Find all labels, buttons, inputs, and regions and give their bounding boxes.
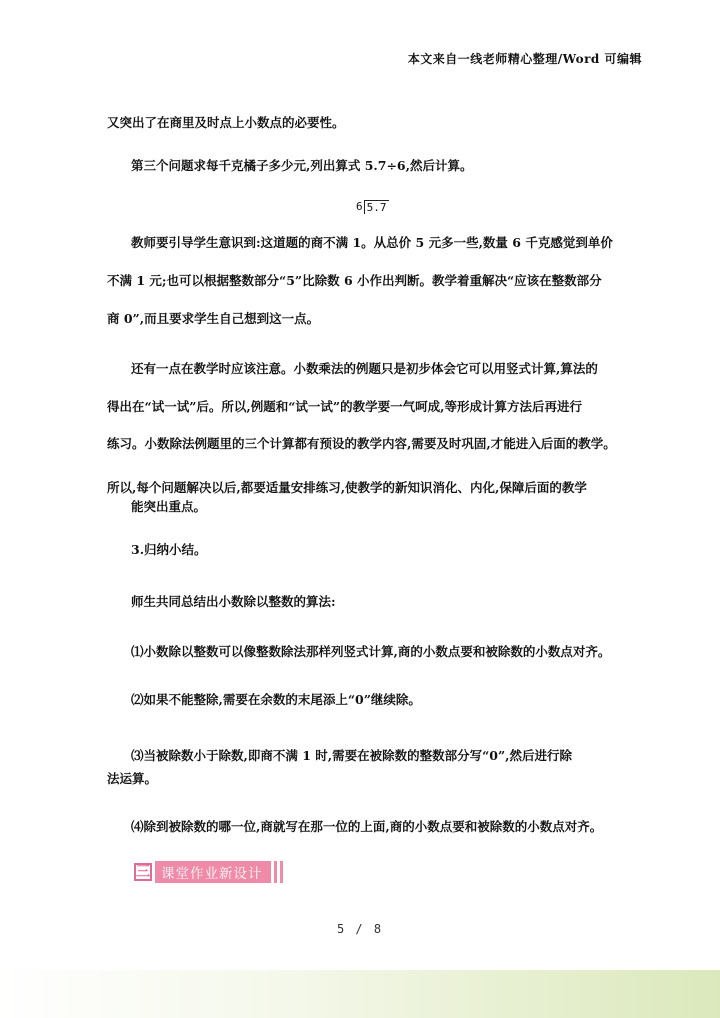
paragraph-line: 得出在“试一试”后。所以,例题和“试一试”的教学要一气呵成,等形成计算方法后再进行 xyxy=(107,399,582,414)
header-note: 本文来自一线老师精心整理/Word 可编辑 xyxy=(407,52,642,66)
division-dividend: 5.7 xyxy=(364,200,389,214)
rule-item: ⑴小数除以整数可以像整数除法那样列竖式计算,商的小数点要和被除数的小数点对齐。 xyxy=(131,644,611,659)
section-banner xyxy=(134,861,302,883)
paragraph-line: 练习。小数除法例题里的三个计算都有预设的教学内容,需要及时巩固,才能进入后面的教学。 xyxy=(107,436,616,451)
paragraph-line: 不满 1 元;也可以根据整数部分“5”比除数 6 小作出判断。教学着重解决“应该在整数部分 xyxy=(107,273,602,288)
paragraph-line: 商 0”,而且要求学生自己想到这一点。 xyxy=(107,311,320,326)
rule-item: ⑷除到被除数的哪一位,商就写在那一位的上面,商的小数点要和被除数的小数点对齐。 xyxy=(131,819,603,834)
section-heading: 3.归纳小结。 xyxy=(131,542,207,557)
footer-gradient xyxy=(0,970,720,1018)
paragraph-line: 第三个问题求每千克橘子多少元,列出算式 5.7÷6,然后计算。 xyxy=(131,158,473,173)
paragraph-line: 又突出了在商里及时点上小数点的必要性。 xyxy=(107,115,345,130)
rule-item: 法运算。 xyxy=(107,771,158,786)
paragraph-line: 教师要引导学生意识到:这道题的商不满 1。从总价 5 元多一些,数量 6 千克感觉到单价 xyxy=(131,235,613,250)
paragraph-line: 能突出重点。 xyxy=(131,499,207,514)
paragraph-line: 所以,每个问题解决以后,都要适量安排练习,使教学的新知识消化、内化,保障后面的教学 xyxy=(107,480,587,495)
page-number: 5 / 8 xyxy=(336,922,384,936)
section-banner-title: 课堂作业新设计 xyxy=(155,861,271,883)
paragraph-line: 师生共同总结出小数除以整数的算法: xyxy=(131,594,336,609)
rule-item: ⑵如果不能整除,需要在余数的末尾添上“0”继续除。 xyxy=(131,692,421,707)
section-number-badge: 三 xyxy=(136,864,150,880)
division-divisor: 6 xyxy=(356,200,363,213)
banner-stripes xyxy=(274,861,283,883)
paragraph-line: 还有一点在教学时应该注意。小数乘法的例题只是初步体会它可以用竖式计算,算法的 xyxy=(131,361,598,376)
long-division-sketch xyxy=(356,200,389,214)
rule-item: ⑶当被除数小于除数,即商不满 1 时,需要在被除数的整数部分写“0”,然后进行除 xyxy=(131,748,573,763)
